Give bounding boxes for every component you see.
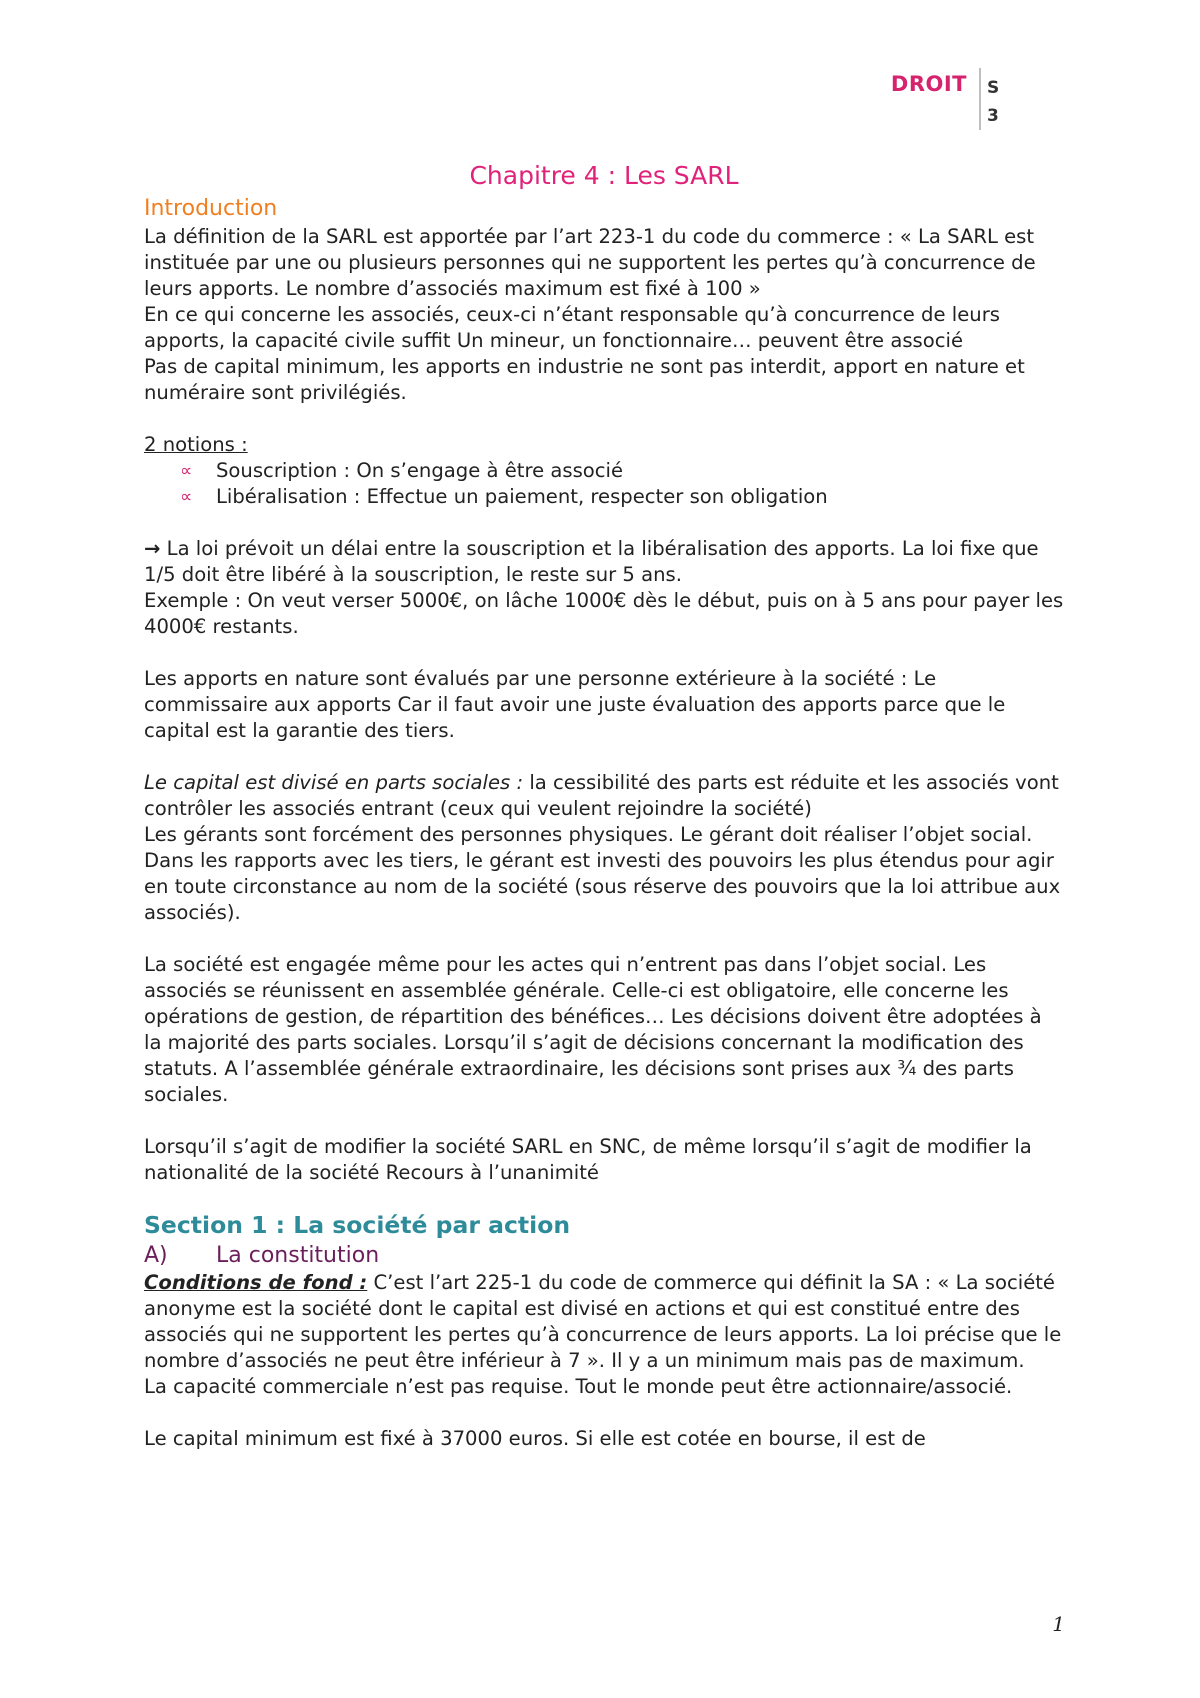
section-1-paragraph-2: La capacité commerciale n’est pas requise. Tout le monde peut être actionnaire/associé. <box>144 1375 1013 1398</box>
conditions-label: Conditions de fond : <box>144 1271 368 1294</box>
subsection-letter: A) <box>144 1243 168 1268</box>
notions-label: 2 notions : <box>144 433 248 456</box>
bullet-icon: ∝ <box>180 487 193 507</box>
notions-list <box>144 458 1064 510</box>
header-semester-line2: 3 <box>987 106 999 126</box>
page-number: 1 <box>1052 1612 1065 1636</box>
section-1-heading: Section 1 : La société par action <box>144 1211 571 1239</box>
header-semester <box>987 74 1003 130</box>
notion-text-2: Libéralisation : Effectue un paiement, respecter son obligation <box>216 485 828 508</box>
intro-paragraph-8: Les gérants sont forcément des personnes physiques. Le gérant doit réaliser l’objet social. Dans les rapports avec les tiers, le gérant est investi des pouvoirs les plus étendus pour agir en toute circonstance au nom de la société (sous réserve des pouvoirs que la loi attribue aux associés). <box>144 823 1061 924</box>
header-divider <box>979 68 981 130</box>
intro-paragraph-3: Pas de capital minimum, les apports en industrie ne sont pas interdit, apport en nature et numéraire sont privilégiés. <box>144 355 1025 404</box>
intro-heading: Introduction <box>144 196 278 221</box>
conditions-text: C’est l’art 225-1 du code de commerce qui définit la SA : « La société anonyme est la société dont le capital est divisé en actions et qui est constitué entre des associés qui ne supportent les pertes qu’à concurrence de leurs apports. La loi précise que le nombre d’associés ne peut être inférieur à 7 ». Il y a un minimum mais pas de maximum. <box>144 1271 1062 1372</box>
subsection-heading <box>144 1242 1064 1270</box>
paragraph-4-text: La loi prévoit un délai entre la souscription et la libéralisation des apports. La loi fixe que 1/5 doit être libéré à la souscription, le reste sur 5 ans. <box>144 537 1039 586</box>
intro-paragraph-7 <box>144 770 1064 822</box>
section-1-paragraph-3: Le capital minimum est fixé à 37000 euros. Si elle est cotée en bourse, il est de <box>144 1427 926 1450</box>
intro-paragraph-5: Exemple : On veut verser 5000€, on lâche 1000€ dès le début, puis on à 5 ans pour payer les 4000€ restants. <box>144 589 1064 638</box>
document-body <box>144 158 1064 1452</box>
conditions-paragraph <box>144 1270 1064 1374</box>
intro-paragraph-6: Les apports en nature sont évalués par une personne extérieure à la société : Le commissaire aux apports Car il faut avoir une juste évaluation des apports parce que le capital est la garantie des tiers. <box>144 667 1006 742</box>
intro-paragraph-10: Lorsqu’il s’agit de modifier la société SARL en SNC, de même lorsqu’il s’agit de modifier la nationalité de la société Recours à l’unanimité <box>144 1135 1032 1184</box>
capital-italic-text: Le capital est divisé en parts sociales : <box>144 771 524 794</box>
header-semester-line1: S <box>987 78 1000 98</box>
paragraph-7-text: la cessibilité des parts est réduite et les associés vont contrôler les associés entrant (ceux qui veulent rejoindre la société) <box>144 771 1059 820</box>
intro-paragraph-9: La société est engagée même pour les actes qui n’entrent pas dans l’objet social. Les associés se réunissent en assemblée générale. Celle-ci est obligatoire, elle concerne les opérations de gestion, de répartition des bénéfices… Les décisions doivent être adoptées à la majorité des parts sociales. Lorsqu’il s’agit de décisions concernant la modification des statuts. A l’assemblée générale extraordinaire, les décisions sont prises aux ¾ des parts sociales. <box>144 953 1042 1106</box>
intro-paragraph-1: La définition de la SARL est apportée par l’art 223-1 du code du commerce : « La SARL est instituée par une ou plusieurs personnes qui ne supportent les pertes qu’à concurrence de leurs apports. Le nombre d’associés maximum est fixé à 100 » <box>144 225 1036 300</box>
notion-text-1: Souscription : On s’engage à être associé <box>216 459 624 482</box>
chapter-title: Chapitre 4 : Les SARL <box>469 161 739 190</box>
subsection-title: La constitution <box>216 1243 380 1268</box>
list-item <box>180 458 1064 484</box>
bullet-icon: ∝ <box>180 461 193 481</box>
header-subject: DROIT <box>890 72 967 96</box>
intro-paragraph-4 <box>144 536 1064 588</box>
list-item <box>180 484 1064 510</box>
intro-paragraph-2: En ce qui concerne les associés, ceux-ci n’étant responsable qu’à concurrence de leurs apports, la capacité civile suffit Un mineur, un fonctionnaire… peuvent être associé <box>144 303 1000 352</box>
page-header <box>825 68 1025 132</box>
arrow-icon: → <box>144 537 161 560</box>
